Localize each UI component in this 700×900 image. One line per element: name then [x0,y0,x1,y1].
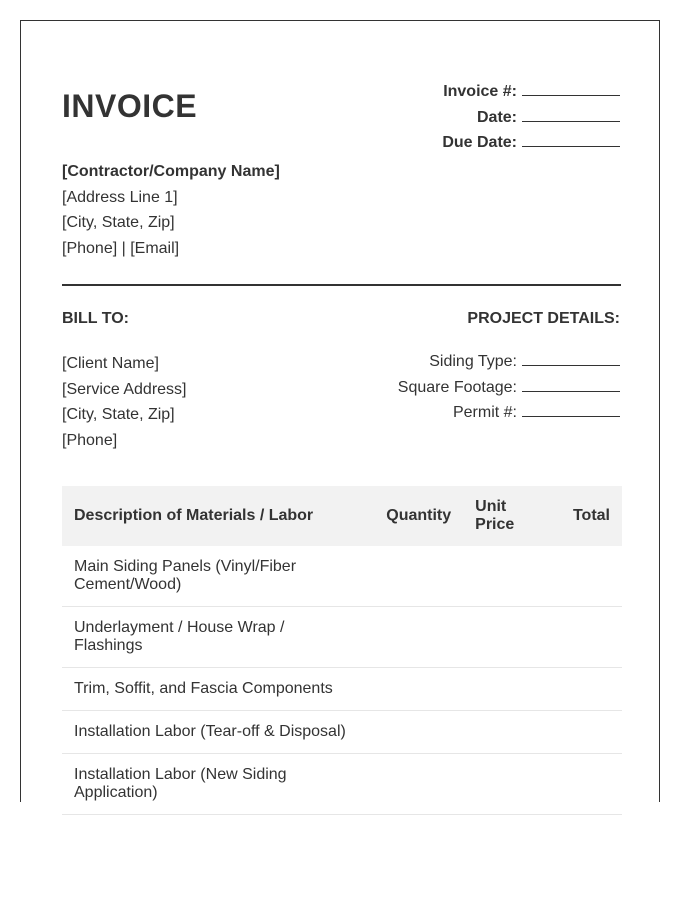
row-unit-price[interactable] [463,754,550,815]
table-header-row [62,486,622,546]
invoice-date-field[interactable] [522,107,620,122]
client-name: [Client Name] [62,355,159,372]
table-row [62,668,622,711]
row-description-line2: Application) [74,784,158,801]
row-total[interactable] [550,711,622,754]
header-divider [62,284,621,286]
company-city: [City, State, Zip] [62,214,175,231]
due-date-field[interactable] [522,132,620,147]
permit-row [398,402,620,428]
row-total[interactable] [550,754,622,815]
permit-label: Permit #: [452,404,517,421]
due-date-label: Due Date: [442,134,517,151]
row-description[interactable] [62,754,366,815]
company-name: [Contractor/Company Name] [62,163,280,180]
header-description: Description of Materials / Labor [62,486,366,546]
row-quantity[interactable] [366,607,463,668]
row-description-line1: Trim, Soffit, and Fascia Components [74,680,333,697]
header-unit-price-line2: Price [475,516,515,533]
table-row [62,607,622,668]
square-footage-row [398,377,620,403]
project-details-block [398,351,620,428]
row-unit-price[interactable] [463,668,550,711]
square-footage-label: Square Footage: [397,378,517,396]
row-description[interactable] [62,607,366,668]
row-description-line1: Main Siding Panels (Vinyl/Fiber [74,558,297,575]
row-total[interactable] [550,607,622,668]
row-description-line1: Installation Labor (New Siding [74,766,287,783]
client-city: [City, State, Zip] [62,406,175,423]
company-contact: [Phone] | [Email] [62,239,180,257]
siding-type-row [398,351,620,377]
company-address: [Address Line 1] [62,188,178,206]
row-quantity[interactable] [366,711,463,754]
siding-type-label: Siding Type: [429,353,517,370]
invoice-meta [442,81,620,158]
invoice-number-field[interactable] [522,81,620,96]
table-row [62,711,622,754]
header-unit-price-line1: Unit [475,498,507,515]
client-address: [Service Address] [62,380,187,398]
row-description[interactable] [62,711,366,754]
row-quantity[interactable] [366,754,463,815]
bill-to-block [62,351,187,453]
row-description-line1: Underlayment / House Wrap / Flashings [74,619,285,654]
bill-to-heading: BILL TO: [62,310,129,327]
permit-field[interactable] [522,402,620,417]
due-date-row [442,132,620,158]
client-phone: [Phone] [62,431,118,449]
row-unit-price[interactable] [463,607,550,668]
row-total[interactable] [550,546,622,607]
siding-type-field[interactable] [522,351,620,366]
row-total[interactable] [550,668,622,711]
invoice-date-row [442,107,620,133]
row-description-line2: Cement/Wood) [74,576,182,593]
header-total: Total [550,486,622,546]
project-details-heading: PROJECT DETAILS: [467,310,620,327]
row-description[interactable] [62,668,366,711]
invoice-date-label: Date: [476,108,517,126]
invoice-number-label: Invoice #: [443,83,517,100]
row-quantity[interactable] [366,546,463,607]
row-description-line1: Installation Labor (Tear-off & Disposal) [74,723,346,740]
invoice-sheet [20,20,660,802]
table-row [62,754,622,815]
header-quantity: Quantity [366,486,463,546]
row-unit-price[interactable] [463,546,550,607]
line-items-table [62,486,622,815]
row-description[interactable] [62,546,366,607]
header-unit-price [463,486,550,546]
row-quantity[interactable] [366,668,463,711]
square-footage-field[interactable] [522,377,620,392]
invoice-title: INVOICE [62,88,198,124]
company-block [62,159,280,261]
table-row [62,546,622,607]
row-unit-price[interactable] [463,711,550,754]
invoice-number-row [442,81,620,107]
